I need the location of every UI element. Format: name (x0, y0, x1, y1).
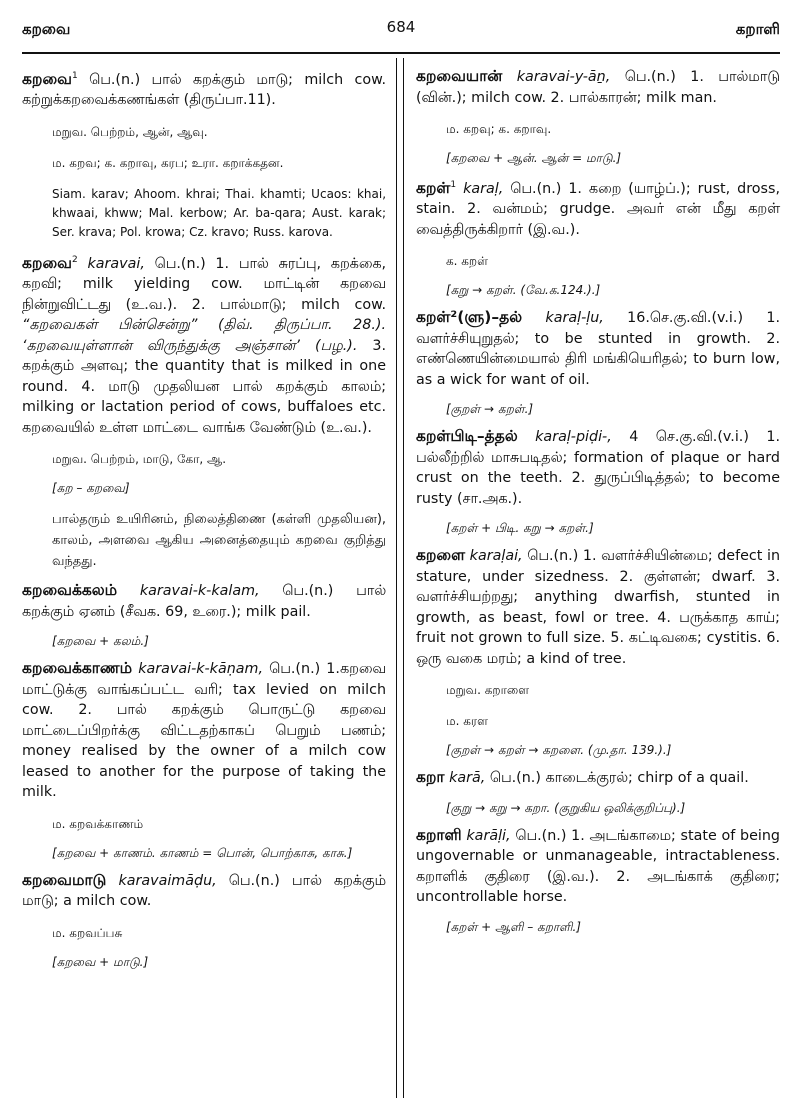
transliteration: karavai-k-kalam, (139, 583, 260, 600)
definition: பெ.(n.) பால் கறக்கும் ஏனம் (சீவக. 69, உரை.); milk pail. (22, 583, 387, 620)
entry-karalpidi (416, 426, 780, 509)
definition: பெ.(n.) 1. அடங்காமை; state of being ungovernable or unmanageable, intractableness. கறாளிக் குதிரை (இ.வ.). 2. அடங்காக் குதிரை; uncontrollable horse. (415, 827, 781, 906)
definition: 16.செ.கு.வி.(v.i.) 1. வளர்ச்சியுறுதல்; to be stunted in growth. 2. எண்ணெயின்மையால் திரி மங்கியெரிதல்; to burn low, as a wick for want of oil. (415, 310, 781, 388)
cognates: ம. கறவக்காணம் (52, 816, 144, 831)
transliteration: karā, (449, 770, 486, 787)
entry-karavai-k-kalam (22, 580, 386, 622)
etymology: [கறவை + காணம். காணம் = பொன், பொற்காசு, காசு.] (52, 845, 353, 860)
column-divider (396, 58, 404, 1098)
etymology: [கறவை + மாடு.] (52, 954, 149, 969)
definition: 4 செ.கு.வி.(v.i.) 1. பல்லீற்றில் மாசுபடிதல்; formation of plaque or hard crust on the teeth. 2. துருப்பிடித்தல்; to become rusty (சா.அக.). (415, 429, 781, 507)
transliteration: karaḷ, (463, 180, 504, 197)
entry-karavai-k-kanam (22, 658, 386, 803)
etymology: [கறு → கறள். (வே.க.124.).] (445, 283, 601, 298)
entry-karavaiyan (416, 66, 780, 108)
headword: கறா (415, 768, 445, 787)
synonyms: மறுவ. கறாளை (445, 683, 530, 698)
headword: கறவை (22, 69, 72, 88)
etymology: [குறள் → கறள் → கறளை. (மு.தா. 139.).] (445, 743, 672, 758)
transliteration: karavai-y-āṉ, (516, 69, 611, 85)
cognates: ம. கறவு; க. கறாவு. (445, 122, 552, 136)
headword: கறவைக்கலம் (22, 581, 118, 600)
entry-karal-2 (416, 307, 780, 390)
definition-cont: 3. கறக்கும் அளவு; the quantity that is milked in one round. 4. மாடு முதலியன பால் கறக்கும் காலம்; milking or lactation period of cows, buffaloes etc. கறவையில் உள்ள மாட்டை வாங்க வேண்டும் (உ.வ.). (22, 337, 387, 436)
etymology: [கறவை + ஆன். ஆன் = மாடு.] (445, 151, 622, 165)
header-right-guideword: கறாளி (735, 20, 780, 38)
homograph-number: 1 (71, 71, 78, 81)
headword: கறள்²(ளு)–தல் (415, 308, 523, 327)
entry-karalai (416, 545, 780, 669)
headword: கறளை (415, 546, 466, 565)
etymology: [கறவை + கலம்.] (52, 634, 149, 649)
left-column (22, 58, 396, 1098)
entry-karali (416, 825, 780, 908)
proverb: ‘கறவையுள்ளான் விருந்துக்கு அஞ்சான்’ (பழ.). (22, 337, 358, 354)
etymology: [குறு → கறு → கறா. (குறுகிய ஒலிக்குறிப்பு).] (445, 800, 686, 815)
transliteration: karavai-k-kāṇam, (138, 661, 264, 678)
transliteration: karaḷ-ḷu, (545, 310, 604, 327)
transliteration: karaḷ-piḍi-, (535, 429, 612, 446)
headword: கறவையான் (415, 67, 503, 85)
etymology: [குறள் → கறள்.] (445, 402, 534, 417)
definition: பெ.(n.) 1. பால் சுரப்பு, கறக்கை, கறவி; milk yielding cow. மாட்டின் கறவை நின்றுவிட்டது (உ.வ.). 2. பால்மாடு; milch cow. (22, 255, 387, 313)
synonyms: மறுவ. பெற்றம், மாடு, கோ, ஆ. (52, 452, 227, 467)
cognates: ம. கறவ; க. கறாவு, கரப; உரா. கறாக்கதன. (52, 155, 284, 170)
headword: கறவைமாடு (22, 870, 107, 889)
headword: கறள் (415, 178, 451, 197)
definition: பெ.(n.) 1. பால்மாடு (வின்.); milch cow. 2. பால்காரன்; milk man. (415, 69, 781, 106)
headword: கறவை (22, 253, 72, 272)
cognates-foreign: Siam. karav; Ahoom. khrai; Thai. khamti; Ucaos: khai, khwaai, khww; Mal. kerbow; Ar. ba-qara; Aust. karak; Ser. krava; Pol. krowa; Cz. kravo; Russ. karova. (52, 186, 387, 239)
definition: பெ.(n.) 1.கறவை மாட்டுக்கு வாங்கப்பட்ட வரி; tax levied on milch cow. 2. பால் கறக்கும் பொருட்டு கறவை மாட்டைப்பிறர்க்கு விட்டதற்காகப் பெறும் பணம்; money realised by the owner of a milch cow leased to another for the purpose of taking the milk. (22, 661, 387, 801)
definition: பெ.(n.) பால் கறக்கும் மாடு; milch cow. கற்றுக்கறவைக்கணங்கள் (திருப்பா.11). (22, 71, 387, 109)
right-column (404, 58, 780, 1098)
entry-kara (416, 767, 780, 789)
homograph-number: 2 (71, 254, 78, 265)
etymology: [கறள் + ஆளி – கறாளி.] (445, 919, 581, 934)
page-number: 684 (386, 18, 416, 36)
homograph-number: 1 (450, 180, 457, 190)
headword: கறாளி (415, 825, 462, 844)
entry-karavai-2 (22, 250, 386, 438)
cognates: ம. கறவப்பசு (52, 925, 123, 940)
definition: பெ.(n.) பால் கறக்கும் மாடு; a milch cow. (22, 872, 387, 910)
transliteration: karāḷi, (466, 827, 511, 844)
page-header (22, 18, 780, 44)
transliteration: karavaimāḍu, (118, 872, 217, 889)
headword: கறள்பிடி–த்தல் (415, 427, 518, 446)
synonyms: மறுவ. பெற்றம், ஆன், ஆவு. (52, 124, 208, 139)
transliteration: karaḷai, (469, 548, 523, 565)
definition: பெ.(n.) காடைக்குரல்; chirp of a quail. (489, 770, 749, 787)
header-left-guideword: கறவை (22, 20, 71, 38)
definition: பெ.(n.) 1. வளர்ச்சியின்மை; defect in stature, under sizedness. 2. குள்ளன்; dwarf. 3. வளர்ச்சியற்றது; anything dwarfish, stunted in growth, as beast, fowl or tree. 4. பருக்காத காய்; fruit not grown to full size. 5. கட்டிவகை; cystitis. 6. ஒரு வகை மரம்; a kind of tree. (415, 548, 781, 667)
definition: பெ.(n.) 1. கறை (யாழ்ப்.); rust, dross, stain. 2. வன்மம்; grudge. அவர் என் மீது கறள் வைத்திருக்கிறார் (இ.வ.). (415, 180, 780, 238)
usage-note: பால்தரும் உயிரினம், நிலைத்திணை (கள்ளி முதலியன), காலம், அளவை ஆகிய அனைத்தையும் கறவை குறித்து வந்தது. (52, 512, 387, 570)
cognates: ம. கரள (445, 714, 488, 729)
citation: “கறவைகள் பின்சென்று” (திவ். திருப்பா. 28.). (22, 317, 387, 334)
etymology: [கற – கறவை] (52, 481, 130, 496)
etymology: [கறள் + பிடி. கறு → கறள்.] (445, 521, 594, 536)
header-rule (22, 52, 780, 54)
cognates: க. கறள் (445, 254, 488, 269)
headword: கறவைக்காணம் (22, 659, 133, 678)
transliteration: karavai, (87, 255, 145, 272)
entry-karavai-1 (22, 66, 386, 111)
entry-karal-1 (416, 175, 780, 240)
entry-karavaimadu (22, 870, 386, 912)
